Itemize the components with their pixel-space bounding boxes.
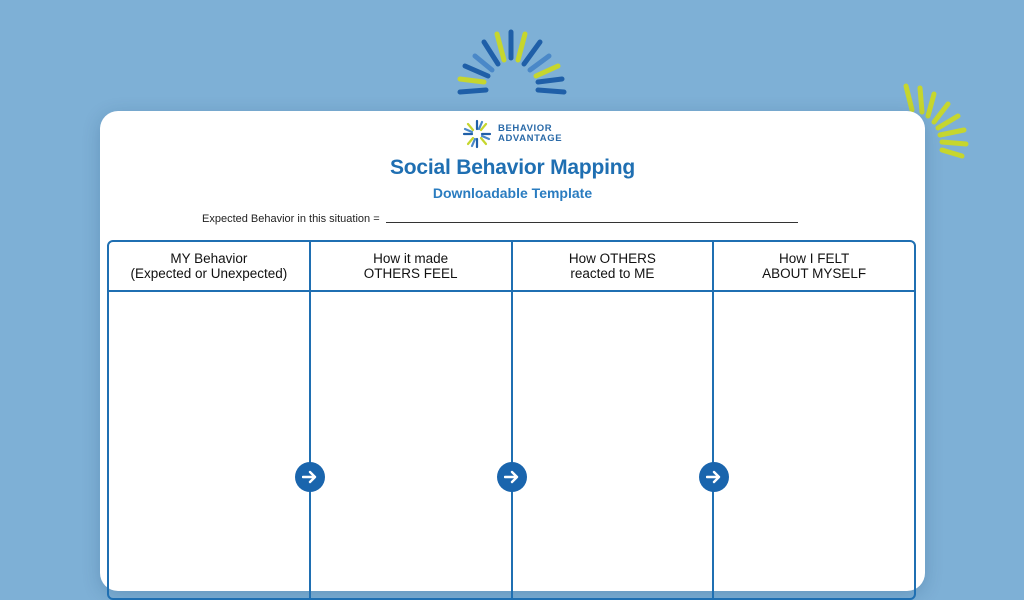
column-header: [714, 242, 914, 292]
arrow-right-circle-icon: [295, 462, 325, 492]
expected-behavior-blank[interactable]: [386, 222, 798, 223]
column-my-behavior: [109, 242, 311, 598]
expected-behavior-label: Expected Behavior in this situation =: [202, 213, 380, 225]
brand-logo: [462, 119, 562, 149]
column-header-line-1: MY Behavior: [170, 251, 248, 266]
column-header-line-1: How it made: [373, 251, 449, 266]
column-others-reacted: [513, 242, 715, 598]
column-header: [109, 242, 309, 292]
column-header-line-1: How OTHERS: [568, 251, 656, 266]
sunburst-icon: [448, 26, 576, 98]
column-header-line-1: How I FELT: [778, 251, 850, 266]
column-header-line-2: (Expected or Unexpected): [130, 266, 288, 281]
column-header-line-2: OTHERS FEEL: [363, 266, 458, 281]
brand-name: [498, 124, 562, 144]
arrow-right-circle-icon: [699, 462, 729, 492]
column-header-line-2: ABOUT MYSELF: [762, 266, 867, 281]
expected-behavior-row: [202, 209, 798, 225]
page-title: Social Behavior Mapping: [389, 156, 636, 179]
column-header: [311, 242, 511, 292]
brand-line-2: ADVANTAGE: [498, 133, 563, 144]
column-header: [513, 242, 713, 292]
brand-line-1: BEHAVIOR: [498, 123, 553, 134]
column-header-line-2: reacted to ME: [570, 266, 655, 281]
arrow-right-circle-icon: [497, 462, 527, 492]
column-felt-about-myself: [714, 242, 914, 598]
column-others-feel: [311, 242, 513, 598]
template-sheet: [100, 111, 925, 591]
behavior-map-table: [107, 240, 916, 600]
logo-mark-icon: [462, 119, 492, 149]
page-subtitle: Downloadable Template: [432, 185, 593, 201]
